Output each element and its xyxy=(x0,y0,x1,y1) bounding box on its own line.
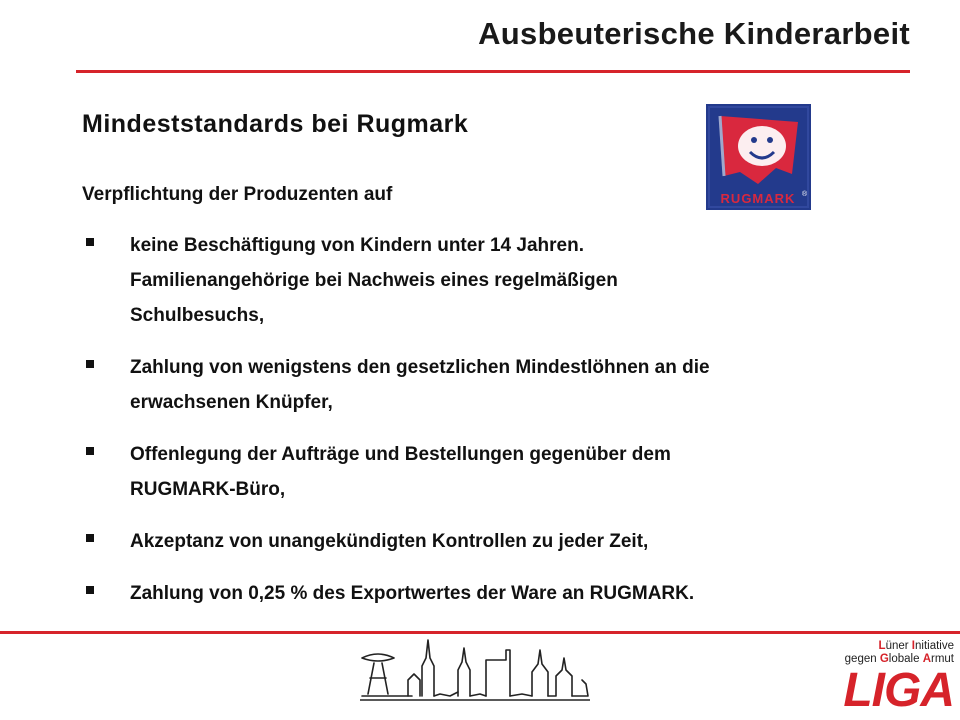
list-item-line: keine Beschäftigung von Kindern unter 14 Jahren. xyxy=(130,235,584,256)
liga-tagline-segment: lobale xyxy=(888,653,923,665)
liga-tagline-segment: A xyxy=(922,653,931,665)
square-bullet-icon xyxy=(86,238,94,246)
square-bullet-icon xyxy=(86,360,94,368)
rugmark-logo xyxy=(706,104,811,210)
list-item-line: Zahlung von 0,25 % des Exportwertes der Ware an RUGMARK. xyxy=(130,583,695,604)
intro-text: Verpflichtung der Produzenten auf xyxy=(82,184,393,205)
list-item xyxy=(82,228,882,333)
title-divider xyxy=(76,70,910,73)
list-item-line: Zahlung von wenigstens den gesetzlichen Mindestlöhnen an die xyxy=(130,357,710,378)
square-bullet-icon xyxy=(86,534,94,542)
standards-list xyxy=(82,228,882,628)
liga-tagline-segment: nitiative xyxy=(915,640,954,652)
square-bullet-icon xyxy=(86,447,94,455)
liga-tagline-segment: gegen xyxy=(844,653,880,665)
liga-logo xyxy=(830,640,954,717)
liga-tagline-segment: rmut xyxy=(931,653,954,665)
list-item-line: Offenlegung der Aufträge und Bestellungen gegenüber dem xyxy=(130,444,671,465)
slide-title: Ausbeuterische Kinderarbeit xyxy=(478,16,910,51)
list-item-line: Familienangehörige bei Nachweis eines regelmäßigen xyxy=(130,270,618,291)
section-heading: Mindeststandards bei Rugmark xyxy=(82,110,469,138)
liga-tagline-segment: L xyxy=(878,640,886,652)
list-item-line: RUGMARK-Büro, xyxy=(130,479,286,500)
city-skyline-drawing xyxy=(360,636,590,706)
list-item xyxy=(82,524,882,559)
list-item-line: erwachsenen Knüpfer, xyxy=(130,392,333,413)
list-item xyxy=(82,576,882,611)
liga-tagline-segment: G xyxy=(879,653,889,665)
liga-wordmark: LIGA xyxy=(843,664,954,717)
list-item-line: Akzeptanz von unangekündigten Kontrollen zu jeder Zeit, xyxy=(130,531,649,552)
liga-tagline-segment: I xyxy=(911,640,915,652)
list-item xyxy=(82,350,882,420)
liga-tagline-line-1 xyxy=(830,640,954,653)
rugmark-label: RUGMARK xyxy=(720,191,796,206)
square-bullet-icon xyxy=(86,586,94,594)
list-item-line: Schulbesuchs, xyxy=(130,305,265,326)
rugmark-face xyxy=(738,126,786,166)
list-item xyxy=(82,437,882,507)
footer-divider xyxy=(0,631,960,634)
rugmark-registered: ® xyxy=(802,191,808,198)
liga-tagline-segment: üner xyxy=(885,640,912,652)
